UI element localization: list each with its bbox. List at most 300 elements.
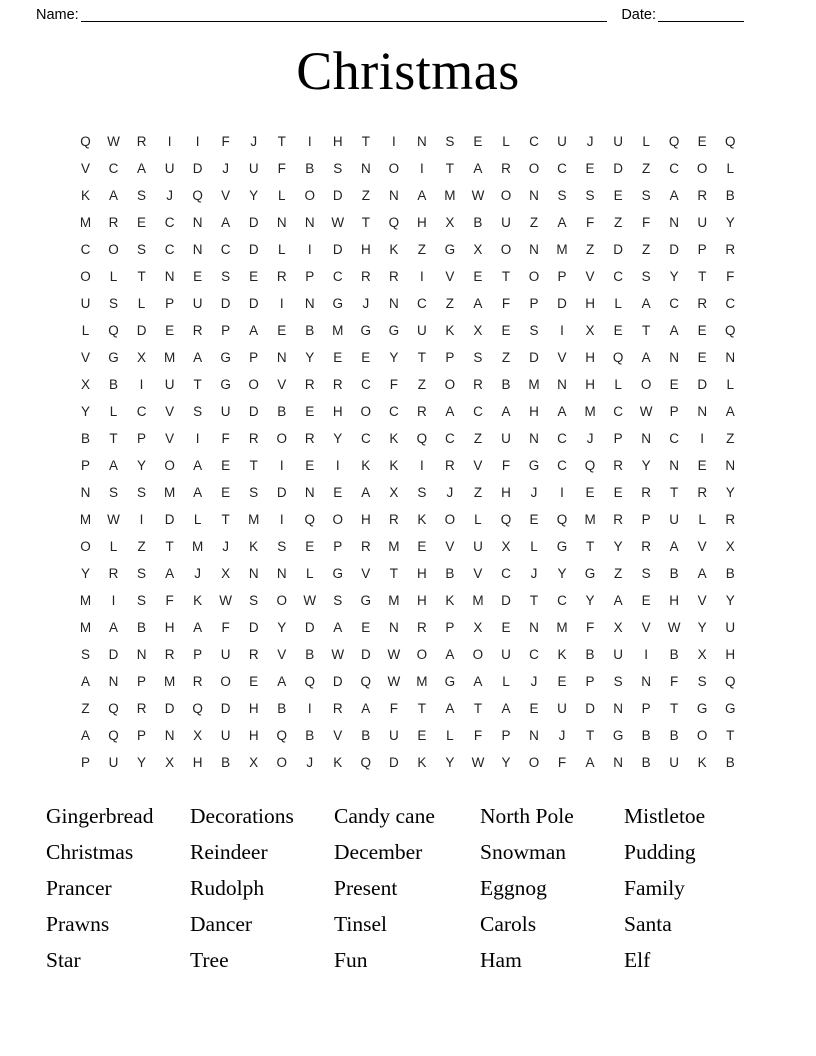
grid-letter[interactable]: U	[697, 215, 708, 230]
grid-letter[interactable]: N	[613, 755, 623, 770]
grid-letter[interactable]: N	[164, 269, 175, 284]
grid-letter[interactable]: S	[333, 161, 343, 176]
grid-letter[interactable]: E	[361, 350, 371, 365]
grid-letter[interactable]: E	[641, 593, 651, 608]
grid-letter[interactable]: N	[192, 242, 203, 257]
grid-letter[interactable]: L	[109, 269, 118, 284]
grid-letter[interactable]: C	[360, 431, 371, 446]
grid-letter[interactable]: K	[445, 323, 455, 338]
grid-letter[interactable]: K	[389, 458, 399, 473]
grid-letter[interactable]: Z	[642, 242, 651, 257]
grid-letter[interactable]: D	[136, 323, 147, 338]
grid-letter[interactable]: C	[220, 242, 231, 257]
grid-letter[interactable]: W	[107, 134, 120, 149]
grid-letter[interactable]: P	[585, 674, 595, 689]
grid-letter[interactable]: U	[725, 620, 736, 635]
grid-letter[interactable]: P	[641, 512, 651, 527]
grid-letter[interactable]: I	[419, 161, 424, 176]
grid-letter[interactable]: V	[333, 728, 343, 743]
grid-letter[interactable]: Q	[360, 674, 372, 689]
grid-letter[interactable]: O	[472, 647, 484, 662]
name-write-line[interactable]	[81, 8, 608, 22]
grid-letter[interactable]: I	[139, 512, 144, 527]
grid-letter[interactable]: X	[389, 485, 399, 500]
grid-letter[interactable]: Z	[613, 215, 623, 230]
grid-letter[interactable]: E	[473, 269, 483, 284]
grid-letter[interactable]: P	[557, 269, 567, 284]
grid-letter[interactable]: A	[333, 620, 343, 635]
grid-letter[interactable]: P	[445, 620, 455, 635]
grid-letter[interactable]: A	[249, 323, 259, 338]
grid-letter[interactable]: X	[193, 728, 203, 743]
grid-letter[interactable]: J	[222, 161, 230, 176]
grid-letter[interactable]: C	[669, 296, 680, 311]
grid-letter[interactable]: Y	[725, 215, 735, 230]
grid-letter[interactable]: O	[108, 242, 119, 257]
grid-letter[interactable]: A	[109, 620, 119, 635]
grid-letter[interactable]: M	[444, 188, 456, 203]
grid-letter[interactable]: Y	[585, 593, 595, 608]
grid-letter[interactable]: K	[697, 755, 707, 770]
grid-letter[interactable]: B	[641, 728, 651, 743]
grid-letter[interactable]: H	[501, 485, 511, 500]
grid-letter[interactable]: Y	[725, 593, 735, 608]
grid-letter[interactable]: F	[585, 620, 595, 635]
grid-letter[interactable]: P	[80, 755, 90, 770]
grid-letter[interactable]: U	[473, 539, 483, 554]
grid-letter[interactable]: Y	[389, 350, 399, 365]
grid-letter[interactable]: H	[164, 620, 175, 635]
grid-letter[interactable]: O	[444, 512, 456, 527]
grid-letter[interactable]: S	[641, 566, 651, 581]
grid-letter[interactable]: I	[700, 431, 705, 446]
grid-letter[interactable]: E	[221, 458, 231, 473]
grid-letter[interactable]: U	[164, 377, 175, 392]
grid-letter[interactable]: X	[445, 215, 455, 230]
grid-letter[interactable]: D	[332, 242, 343, 257]
grid-letter[interactable]: U	[669, 512, 680, 527]
grid-letter[interactable]: P	[333, 539, 343, 554]
grid-letter[interactable]: A	[641, 350, 651, 365]
grid-letter[interactable]: M	[163, 350, 176, 365]
grid-letter[interactable]: R	[136, 701, 147, 716]
grid-letter[interactable]: H	[360, 512, 371, 527]
grid-letter[interactable]: O	[388, 161, 400, 176]
grid-letter[interactable]: W	[219, 593, 233, 608]
grid-letter[interactable]: T	[165, 539, 174, 554]
grid-letter[interactable]: S	[557, 188, 567, 203]
grid-letter[interactable]: V	[361, 566, 371, 581]
grid-letter[interactable]: B	[641, 755, 651, 770]
grid-letter[interactable]: U	[220, 647, 231, 662]
grid-letter[interactable]: T	[670, 701, 679, 716]
grid-letter[interactable]: V	[80, 161, 90, 176]
grid-letter[interactable]: D	[304, 620, 315, 635]
word-list-item[interactable]: Pudding	[624, 840, 696, 864]
grid-letter[interactable]: C	[136, 404, 147, 419]
grid-letter[interactable]: M	[163, 485, 176, 500]
grid-letter[interactable]: Q	[108, 728, 119, 743]
grid-letter[interactable]: S	[109, 485, 119, 500]
grid-letter[interactable]: I	[167, 134, 172, 149]
grid-letter[interactable]: Q	[192, 188, 203, 203]
grid-letter[interactable]: R	[332, 701, 343, 716]
grid-letter[interactable]: O	[360, 404, 372, 419]
grid-letter[interactable]: A	[473, 161, 483, 176]
grid-letter[interactable]: P	[529, 296, 539, 311]
word-list-item[interactable]: Gingerbread	[46, 804, 154, 828]
grid-letter[interactable]: E	[613, 188, 623, 203]
grid-letter[interactable]: A	[585, 755, 595, 770]
grid-letter[interactable]: K	[557, 647, 567, 662]
grid-letter[interactable]: I	[279, 512, 284, 527]
grid-letter[interactable]: D	[388, 755, 399, 770]
grid-letter[interactable]: L	[277, 242, 286, 257]
grid-letter[interactable]: M	[332, 323, 344, 338]
grid-letter[interactable]: Y	[333, 431, 343, 446]
grid-letter[interactable]: O	[80, 539, 91, 554]
grid-letter[interactable]: Q	[500, 512, 512, 527]
grid-letter[interactable]: O	[528, 755, 540, 770]
grid-letter[interactable]: M	[79, 215, 92, 230]
grid-letter[interactable]: W	[303, 593, 317, 608]
grid-letter[interactable]: N	[164, 728, 175, 743]
word-list-item[interactable]: Family	[624, 876, 685, 900]
grid-letter[interactable]: M	[388, 593, 400, 608]
grid-letter[interactable]: E	[529, 512, 539, 527]
grid-letter[interactable]: C	[445, 431, 455, 446]
word-list-item[interactable]: Prawns	[46, 912, 110, 936]
grid-letter[interactable]: M	[528, 377, 540, 392]
grid-letter[interactable]: A	[669, 323, 679, 338]
word-list-item[interactable]: Eggnog	[480, 876, 547, 900]
grid-letter[interactable]: K	[361, 458, 371, 473]
grid-letter[interactable]: B	[725, 188, 735, 203]
word-list-item[interactable]: Carols	[480, 912, 537, 936]
grid-letter[interactable]: I	[419, 458, 424, 473]
grid-letter[interactable]: Y	[80, 566, 90, 581]
grid-letter[interactable]: F	[473, 728, 483, 743]
grid-letter[interactable]: S	[641, 269, 651, 284]
grid-letter[interactable]: Y	[725, 485, 735, 500]
grid-letter[interactable]: N	[529, 620, 539, 635]
grid-letter[interactable]: N	[529, 188, 539, 203]
grid-letter[interactable]: Z	[642, 161, 651, 176]
grid-letter[interactable]: R	[332, 377, 343, 392]
grid-letter[interactable]: S	[137, 593, 147, 608]
grid-letter[interactable]: D	[332, 674, 343, 689]
grid-letter[interactable]: S	[473, 350, 483, 365]
grid-letter[interactable]: Z	[473, 431, 483, 446]
grid-letter[interactable]: H	[585, 350, 595, 365]
grid-letter[interactable]: C	[164, 242, 175, 257]
grid-letter[interactable]: C	[557, 458, 567, 473]
grid-letter[interactable]: U	[669, 755, 680, 770]
grid-letter[interactable]: U	[248, 161, 259, 176]
grid-letter[interactable]: S	[80, 647, 90, 662]
grid-letter[interactable]: E	[165, 323, 175, 338]
grid-letter[interactable]: I	[560, 485, 564, 500]
grid-letter[interactable]: H	[585, 377, 595, 392]
grid-letter[interactable]: A	[221, 215, 231, 230]
grid-letter[interactable]: C	[388, 404, 399, 419]
grid-letter[interactable]: P	[613, 431, 623, 446]
grid-letter[interactable]: N	[417, 134, 427, 149]
grid-letter[interactable]: J	[530, 566, 538, 581]
grid-letter[interactable]: G	[360, 323, 372, 338]
grid-letter[interactable]: H	[192, 755, 203, 770]
grid-letter[interactable]: D	[276, 485, 287, 500]
grid-letter[interactable]: P	[669, 404, 679, 419]
grid-letter[interactable]: N	[529, 242, 539, 257]
grid-letter[interactable]: E	[501, 620, 511, 635]
grid-letter[interactable]: I	[335, 458, 340, 473]
grid-letter[interactable]: X	[165, 755, 175, 770]
grid-letter[interactable]: B	[669, 647, 679, 662]
grid-letter[interactable]: I	[560, 323, 564, 338]
grid-letter[interactable]: R	[641, 485, 651, 500]
grid-letter[interactable]: L	[726, 377, 734, 392]
grid-letter[interactable]: H	[529, 404, 539, 419]
word-list-item[interactable]: Rudolph	[190, 876, 265, 900]
grid-letter[interactable]: G	[696, 701, 708, 716]
grid-letter[interactable]: G	[724, 701, 736, 716]
grid-letter[interactable]: N	[276, 566, 287, 581]
grid-letter[interactable]: E	[361, 620, 371, 635]
grid-letter[interactable]: F	[726, 269, 735, 284]
grid-letter[interactable]: O	[80, 269, 91, 284]
grid-letter[interactable]: R	[697, 485, 708, 500]
grid-letter[interactable]: E	[585, 161, 595, 176]
grid-letter[interactable]: B	[221, 755, 231, 770]
grid-letter[interactable]: A	[697, 566, 707, 581]
grid-letter[interactable]: Q	[80, 134, 91, 149]
grid-letter[interactable]: O	[500, 242, 512, 257]
grid-letter[interactable]: F	[557, 755, 567, 770]
date-write-line[interactable]	[658, 8, 744, 22]
grid-letter[interactable]: X	[221, 566, 231, 581]
grid-letter[interactable]: T	[221, 512, 230, 527]
grid-letter[interactable]: Y	[137, 755, 147, 770]
grid-letter[interactable]: U	[501, 431, 511, 446]
grid-letter[interactable]: E	[193, 269, 203, 284]
grid-letter[interactable]: V	[277, 647, 287, 662]
grid-letter[interactable]: D	[220, 701, 231, 716]
grid-letter[interactable]: S	[109, 296, 119, 311]
grid-letter[interactable]: N	[613, 701, 623, 716]
grid-letter[interactable]: D	[108, 647, 119, 662]
grid-letter[interactable]: C	[669, 161, 680, 176]
grid-letter[interactable]: R	[501, 161, 511, 176]
grid-letter[interactable]: V	[165, 404, 175, 419]
grid-letter[interactable]: X	[80, 377, 90, 392]
grid-letter[interactable]: E	[613, 323, 623, 338]
grid-letter[interactable]: R	[641, 539, 651, 554]
grid-letter[interactable]: O	[220, 674, 231, 689]
grid-letter[interactable]: D	[220, 296, 231, 311]
grid-letter[interactable]: C	[669, 431, 680, 446]
grid-letter[interactable]: P	[697, 242, 707, 257]
grid-letter[interactable]: B	[473, 215, 483, 230]
grid-letter[interactable]: F	[221, 431, 230, 446]
grid-letter[interactable]: D	[613, 242, 623, 257]
grid-letter[interactable]: G	[332, 566, 344, 581]
grid-letter[interactable]: C	[613, 269, 623, 284]
grid-letter[interactable]: Y	[557, 566, 567, 581]
grid-letter[interactable]: Y	[501, 755, 511, 770]
grid-letter[interactable]: R	[164, 647, 175, 662]
grid-letter[interactable]: M	[79, 593, 92, 608]
grid-letter[interactable]: R	[417, 620, 427, 635]
grid-letter[interactable]: F	[501, 458, 511, 473]
grid-letter[interactable]: T	[417, 350, 426, 365]
grid-letter[interactable]: U	[557, 134, 567, 149]
grid-letter[interactable]: A	[193, 620, 203, 635]
grid-letter[interactable]: N	[641, 431, 651, 446]
grid-letter[interactable]: C	[557, 593, 567, 608]
word-list-item[interactable]: Candy cane	[334, 804, 435, 828]
grid-letter[interactable]: A	[361, 701, 371, 716]
grid-letter[interactable]: C	[529, 134, 539, 149]
grid-letter[interactable]: N	[669, 215, 680, 230]
grid-letter[interactable]: V	[641, 620, 651, 635]
grid-letter[interactable]: R	[248, 431, 259, 446]
grid-letter[interactable]: B	[277, 404, 287, 419]
grid-letter[interactable]: E	[305, 539, 315, 554]
grid-letter[interactable]: E	[333, 350, 343, 365]
grid-letter[interactable]: N	[248, 566, 259, 581]
grid-letter[interactable]: N	[304, 215, 315, 230]
grid-letter[interactable]: E	[333, 485, 343, 500]
grid-letter[interactable]: L	[474, 512, 482, 527]
word-list-item[interactable]: Tree	[190, 948, 229, 972]
word-list-item[interactable]: Snowman	[480, 840, 566, 864]
grid-letter[interactable]: D	[192, 161, 203, 176]
grid-letter[interactable]: B	[109, 377, 119, 392]
grid-letter[interactable]: A	[445, 404, 455, 419]
grid-letter[interactable]: K	[389, 431, 399, 446]
grid-letter[interactable]: M	[79, 620, 92, 635]
grid-letter[interactable]: T	[642, 323, 651, 338]
grid-letter[interactable]: V	[473, 566, 483, 581]
grid-letter[interactable]: X	[585, 323, 595, 338]
grid-letter[interactable]: S	[697, 674, 707, 689]
grid-letter[interactable]: A	[109, 458, 119, 473]
grid-letter[interactable]: M	[192, 539, 204, 554]
grid-letter[interactable]: A	[277, 674, 287, 689]
grid-letter[interactable]: B	[361, 728, 371, 743]
grid-letter[interactable]: H	[417, 215, 427, 230]
grid-letter[interactable]: Y	[137, 458, 147, 473]
grid-letter[interactable]: R	[388, 269, 399, 284]
grid-letter[interactable]: R	[192, 323, 203, 338]
grid-letter[interactable]: A	[137, 161, 147, 176]
word-list-item[interactable]: North Pole	[480, 804, 574, 828]
grid-letter[interactable]: P	[193, 647, 203, 662]
grid-letter[interactable]: E	[613, 485, 623, 500]
grid-letter[interactable]: Z	[529, 215, 539, 230]
grid-letter[interactable]: B	[137, 620, 147, 635]
grid-letter[interactable]: B	[445, 566, 455, 581]
grid-letter[interactable]: M	[79, 512, 92, 527]
grid-letter[interactable]: M	[584, 512, 596, 527]
grid-letter[interactable]: M	[472, 593, 484, 608]
grid-letter[interactable]: O	[276, 593, 287, 608]
grid-letter[interactable]: C	[613, 404, 623, 419]
grid-letter[interactable]: T	[585, 539, 595, 554]
grid-letter[interactable]: G	[108, 350, 119, 365]
grid-letter[interactable]: A	[80, 728, 90, 743]
grid-letter[interactable]: A	[80, 674, 90, 689]
grid-letter[interactable]: N	[669, 458, 680, 473]
grid-letter[interactable]: G	[388, 323, 400, 338]
grid-letter[interactable]: X	[473, 620, 483, 635]
grid-letter[interactable]: V	[445, 269, 455, 284]
grid-letter[interactable]: T	[249, 458, 258, 473]
grid-letter[interactable]: Q	[108, 701, 119, 716]
grid-letter[interactable]: Y	[641, 458, 651, 473]
grid-letter[interactable]: N	[388, 188, 399, 203]
grid-letter[interactable]: W	[639, 404, 653, 419]
grid-letter[interactable]: G	[220, 377, 231, 392]
grid-letter[interactable]: U	[388, 728, 399, 743]
grid-letter[interactable]: E	[305, 404, 315, 419]
grid-letter[interactable]: X	[697, 647, 707, 662]
grid-letter[interactable]: Z	[473, 485, 483, 500]
grid-letter[interactable]: L	[277, 188, 286, 203]
grid-letter[interactable]: U	[164, 161, 175, 176]
grid-letter[interactable]: P	[137, 674, 147, 689]
grid-letter[interactable]: A	[557, 404, 567, 419]
grid-letter[interactable]: Q	[556, 512, 568, 527]
grid-letter[interactable]: F	[165, 593, 174, 608]
grid-letter[interactable]: E	[669, 377, 679, 392]
grid-letter[interactable]: J	[586, 134, 594, 149]
grid-letter[interactable]: N	[80, 485, 91, 500]
grid-letter[interactable]: A	[193, 458, 203, 473]
word-list-item[interactable]: Decorations	[190, 804, 294, 828]
grid-letter[interactable]: A	[473, 296, 483, 311]
grid-letter[interactable]: G	[332, 296, 344, 311]
grid-letter[interactable]: G	[584, 566, 596, 581]
grid-letter[interactable]: X	[137, 350, 147, 365]
grid-letter[interactable]: O	[164, 458, 175, 473]
grid-letter[interactable]: B	[669, 566, 679, 581]
grid-letter[interactable]: S	[137, 566, 147, 581]
grid-letter[interactable]: D	[697, 377, 708, 392]
grid-letter[interactable]: P	[165, 296, 175, 311]
grid-letter[interactable]: M	[556, 242, 568, 257]
grid-letter[interactable]: V	[697, 593, 707, 608]
grid-letter[interactable]: G	[444, 674, 456, 689]
grid-letter[interactable]: P	[641, 701, 651, 716]
grid-letter[interactable]: G	[220, 350, 231, 365]
grid-letter[interactable]: N	[641, 674, 651, 689]
grid-letter[interactable]: D	[248, 296, 259, 311]
grid-letter[interactable]: E	[501, 323, 511, 338]
grid-letter[interactable]: B	[669, 728, 679, 743]
grid-letter[interactable]: C	[417, 296, 427, 311]
grid-letter[interactable]: V	[557, 350, 567, 365]
grid-letter[interactable]: V	[221, 188, 231, 203]
grid-letter[interactable]: T	[389, 566, 398, 581]
grid-letter[interactable]: N	[529, 728, 539, 743]
grid-letter[interactable]: F	[277, 161, 286, 176]
grid-letter[interactable]: C	[529, 647, 539, 662]
grid-letter[interactable]: T	[726, 728, 735, 743]
grid-letter[interactable]: K	[333, 755, 343, 770]
grid-letter[interactable]: N	[276, 350, 287, 365]
